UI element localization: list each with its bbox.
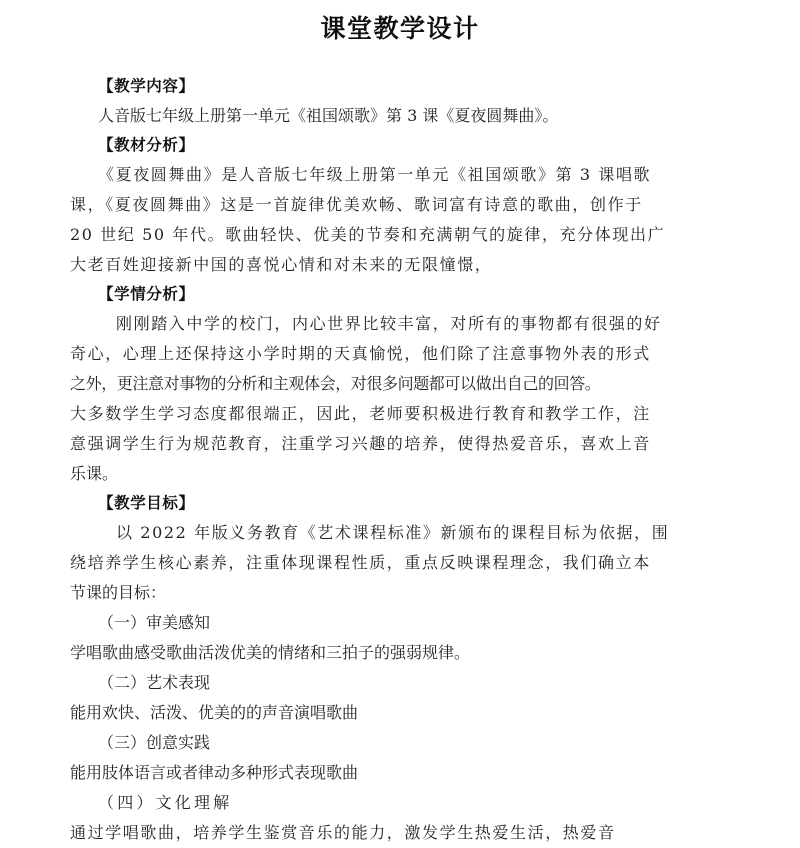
objective-label: （四）文化理解 (98, 793, 233, 813)
body-line: 人音版七年级上册第一单元《祖国颂歌》第 3 课《夏夜圆舞曲》。 (98, 106, 559, 126)
section-material-analysis (70, 131, 730, 280)
body-line: 乐课。 (70, 464, 119, 484)
objective-detail: 能用肢体语言或者律动多种形式表现歌曲 (70, 763, 359, 783)
section-teaching-objectives (70, 489, 730, 848)
objective-detail: 能用欢快、活泼、优美的的声音演唱歌曲 (70, 703, 359, 723)
body-line: 刚刚踏入中学的校门，内心世界比较丰富，对所有的事物都有很强的好 (116, 314, 662, 334)
objective-label: （一）审美感知 (98, 613, 211, 633)
body-line: 节课的目标： (70, 583, 167, 603)
body-line: 《夏夜圆舞曲》是人音版七年级上册第一单元《祖国颂歌》第 3 课唱歌 (98, 165, 652, 185)
objective-detail: 学唱歌曲感受歌曲活泼优美的情绪和三拍子的强弱规律。 (70, 643, 471, 663)
objective-label: （二）艺术表现 (98, 673, 211, 693)
title-spacer (70, 44, 730, 72)
body-line: 20 世纪 50 年代。歌曲轻快、优美的节奏和充满朝气的旋律，充分体现出广 (70, 225, 666, 245)
body-line: 绕培养学生核心素养，注重体现课程性质，重点反映课程理念，我们确立本 (70, 553, 651, 573)
page-title: 课堂教学设计 (320, 14, 480, 43)
section-heading-teaching-content: 【教学内容】 (98, 77, 195, 96)
section-heading-student-analysis: 【学情分析】 (98, 285, 195, 304)
objective-detail: 通过学唱歌曲，培养学生鉴赏音乐的能力，激发学生热爱生活，热爱音 (70, 823, 616, 843)
body-line: 大老百姓迎接新中国的喜悦心情和对未来的无限憧憬， (70, 255, 493, 275)
objective-label: （三）创意实践 (98, 733, 211, 753)
body-line: 大多数学生学习态度都很端正，因此，老师要积极进行教育和教学工作，注 (70, 404, 651, 424)
body-line: 以 2022 年版义务教育《艺术课程标准》新颁布的课程目标为依据，围 (116, 523, 670, 543)
section-heading-material-analysis: 【教材分析】 (98, 136, 195, 155)
body-line: 奇心，心理上还保持这小学时期的天真愉悦，他们除了注意事物外表的形式 (70, 344, 651, 364)
body-line: 意强调学生行为规范教育，注重学习兴趣的培养，使得热爱音乐，喜欢上音 (70, 434, 651, 454)
body-line: 课，《夏夜圆舞曲》这是一首旋律优美欢畅、歌词富有诗意的歌曲，创作于 (70, 195, 643, 215)
section-student-analysis (70, 280, 730, 489)
section-teaching-content (70, 72, 730, 131)
section-heading-teaching-objectives: 【教学目标】 (98, 494, 195, 513)
body-line: 之外，更注意对事物的分析和主观体会，对很多问题都可以做出自己的回答。 (70, 374, 601, 394)
